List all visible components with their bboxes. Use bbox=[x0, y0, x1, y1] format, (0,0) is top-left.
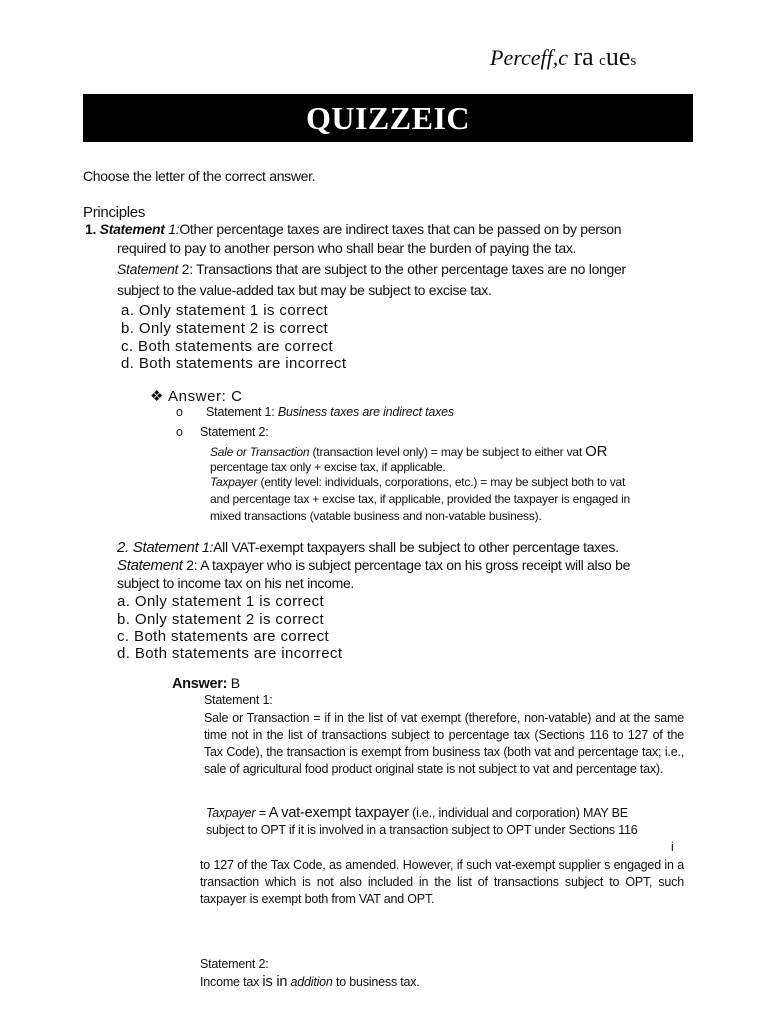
q1-exp2-or: OR bbox=[585, 443, 608, 460]
circle-bullet-icon: o bbox=[176, 405, 183, 419]
header-part-e: s bbox=[630, 53, 637, 69]
q2-st2-c: addition bbox=[287, 975, 333, 989]
q1-explanation-2 bbox=[176, 425, 269, 439]
q1-answer bbox=[150, 387, 243, 405]
q2-st2-a: Income tax bbox=[200, 975, 263, 989]
q1-option-a: a. Only statement 1 is correct bbox=[121, 302, 329, 319]
q2-st1-paragraph: Sale or Transaction = if in the list of vat exempt (therefore, non-vatable) and at the same time not in the list of transactions subject to percentage tax (Sections 116 to 127 of the Tax Code), the transaction is exempt from business tax (both vat and percentage tax; i.e., sale of agricultural food product original state is not subject to vat and percentage tax). bbox=[204, 711, 684, 776]
q1-exp2-line2: percentage tax only + excise tax, if applicable. bbox=[210, 460, 446, 474]
q1-option-c: c. Both statements are correct bbox=[121, 338, 334, 355]
q2-st2-d: to business tax. bbox=[332, 975, 420, 989]
q1-exp2-l3-rest: (entity level: individuals, corporations, etc.) = may be subject both to vat bbox=[257, 475, 626, 489]
q2-tp-big: A vat-exempt taxpayer bbox=[265, 805, 409, 821]
q2-st1-label: Statement 1: bbox=[204, 693, 273, 707]
q2-s2-text: 2: A taxpayer who is subject percentage tax on his gross receipt will also be bbox=[186, 557, 631, 573]
q2-st2-b: is in bbox=[262, 974, 288, 990]
q2-taxpayer-line1 bbox=[206, 805, 628, 821]
q1-s2-line2: subject to the value-added tax but may be subject to excise tax. bbox=[117, 282, 492, 298]
q1-statement-2 bbox=[117, 261, 626, 277]
q1-exp1-label: Statement 1: bbox=[206, 405, 275, 419]
q1-exp2-line1 bbox=[210, 443, 607, 460]
q2-tp-italic: Taxpayer = bbox=[206, 806, 266, 820]
instructions: Choose the letter of the correct answer. bbox=[83, 168, 316, 184]
q1-s1-label: Statement bbox=[99, 221, 165, 237]
running-header bbox=[490, 42, 636, 72]
q1-exp2-l1-rest: (transaction level only) = may be subject to either vat bbox=[309, 445, 582, 459]
header-part-d: ue bbox=[605, 42, 631, 71]
quiz-title-banner: QUIZZEIC bbox=[83, 94, 693, 142]
q1-exp2-l1-italic: Sale or Transaction bbox=[210, 445, 310, 459]
q2-st2-text bbox=[200, 974, 420, 990]
q1-exp2-l3-italic: Taxpayer bbox=[210, 475, 258, 489]
q2-statement-1 bbox=[117, 539, 619, 556]
q2-stray-char: i bbox=[671, 840, 674, 854]
q2-s2-label: Statement bbox=[117, 557, 183, 574]
q2-option-a: a. Only statement 1 is correct bbox=[117, 593, 325, 610]
q2-answer-label: Answer: bbox=[172, 676, 228, 692]
header-part-a: Perceff,c bbox=[490, 45, 568, 70]
q1-s1-line2: required to pay to another person who shall bear the burden of paying the tax. bbox=[117, 240, 577, 256]
diamond-bullet-icon: ❖ bbox=[150, 388, 165, 405]
q2-answer bbox=[172, 675, 240, 692]
header-part-c: c bbox=[599, 53, 606, 69]
q2-s1-label: 2. Statement bbox=[117, 539, 199, 556]
q2-s2-line2: subject to income tax on his net income. bbox=[117, 575, 355, 591]
q1-s1-text: Other percentage taxes are indirect taxes that can be passed on by person bbox=[179, 221, 622, 237]
q2-option-b: b. Only statement 2 is correct bbox=[117, 611, 325, 628]
circle-bullet-icon: o bbox=[176, 425, 183, 439]
q2-statement-2 bbox=[117, 557, 630, 574]
q1-exp2-line4: and percentage tax + excise tax, if applicable, provided the taxpayer is engaged in bbox=[210, 492, 631, 506]
q1-s1-num: 1: bbox=[168, 221, 180, 237]
q1-answer-label: Answer: C bbox=[168, 388, 243, 405]
q1-exp2-line5: mixed transactions (vatable business and non-vatable business). bbox=[210, 509, 542, 523]
q1-explanation-1 bbox=[176, 405, 454, 419]
section-title: Principles bbox=[83, 204, 146, 221]
q2-s1-text: All VAT-exempt taxpayers shall be subject to other percentage taxes. bbox=[213, 539, 619, 555]
q1-option-b: b. Only statement 2 is correct bbox=[121, 320, 329, 337]
q1-exp1-text: Business taxes are indirect taxes bbox=[277, 405, 454, 419]
q2-option-d: d. Both statements are incorrect bbox=[117, 645, 343, 662]
q2-taxpayer-line2: subject to OPT if it is involved in a transaction subject to OPT under Sections 116 bbox=[206, 823, 638, 837]
q2-answer-value: B bbox=[230, 675, 240, 691]
q1-exp2-line3 bbox=[210, 475, 625, 489]
q1-s2-label: Statement bbox=[117, 261, 179, 277]
q2-st2-label: Statement 2: bbox=[200, 957, 269, 971]
header-part-b: ra bbox=[573, 42, 594, 71]
q2-option-c: c. Both statements are correct bbox=[117, 628, 330, 645]
q1-option-d: d. Both statements are incorrect bbox=[121, 355, 347, 372]
q1-number: 1. bbox=[85, 221, 97, 237]
q1-exp2-label: Statement 2: bbox=[200, 425, 269, 439]
q2-s1-num: 1: bbox=[202, 539, 214, 555]
q1-s2-text: 2: Transactions that are subject to the other percentage taxes are no longer bbox=[181, 261, 626, 277]
q2-tp-rest: (i.e., individual and corporation) MAY BE bbox=[408, 806, 628, 820]
q1-statement-1 bbox=[85, 221, 621, 237]
q2-taxpayer-paragraph: to 127 of the Tax Code, as amended. However, if such vat-exempt supplier s engaged in a transaction which is not also included in the list of transactions subject to OPT, such taxpayer is exempt both from VAT and OPT. bbox=[200, 858, 684, 906]
